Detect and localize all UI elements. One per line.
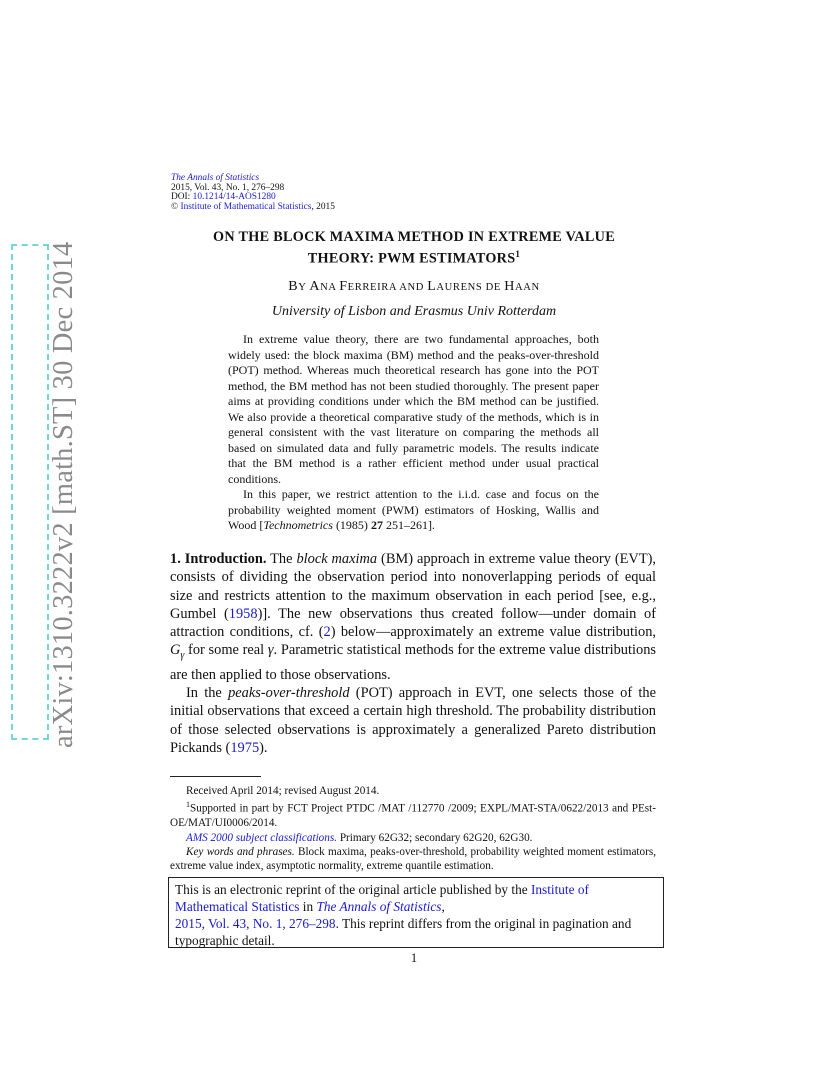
footnote-rule bbox=[170, 776, 261, 777]
author-line: BY ANA FERREIRA AND LAURENS DE HAAN bbox=[288, 279, 540, 294]
footnotes bbox=[170, 784, 656, 874]
journal-volume: 2015, Vol. 43, No. 1, 276–298 bbox=[171, 182, 285, 193]
reprint-journal-link[interactable]: The Annals of Statistics bbox=[316, 899, 442, 914]
body-paragraph: In the peaks-over-threshold (POT) approach in EVT, one selects those of the initial observations that exceed a certain high threshold. The probability distribution of those selected observations is approximately a generalized Pareto distribution Pickands (1975). bbox=[170, 684, 656, 756]
paper-title: ON THE BLOCK MAXIMA METHOD IN EXTREME VALUE THEORY: PWM ESTIMATORS$^1$ bbox=[213, 229, 615, 267]
reprint-citation-link[interactable]: 2015, Vol. 43, No. 1, 276–298 bbox=[175, 916, 336, 931]
doi-link[interactable]: 10.1214/14-AOS1280 bbox=[192, 192, 276, 202]
abstract-paragraph: In extreme value theory, there are two fundamental approaches, both widely used: the block maxima (BM) method and the peaks-over-threshold (POT) method. Whereas much theoretical research has gone into the POT method, the BM method has not been studied thoroughly. The present paper aims at providing conditions under which the BM method can be justified. We also provide a theoretical comparative study of the methods, which is in general consistent with the vast literature on comparing the methods all based on simulated data and fully parametric models. The results indicate that the BM method is a rather efficient method under usual practical conditions. bbox=[228, 332, 599, 486]
title-footnote-mark: 1 bbox=[515, 249, 521, 259]
funding-footnote: $^1$Supported in part by FCT Project PTDC /MAT /112770 /2009; EXPL/MAT-STA/0622/2013 and PEst-OE/MAT/UI0006/2014. bbox=[170, 800, 656, 830]
arxiv-stamp: arXiv:1310.3222v2 [math.ST] 30 Dec 2014 bbox=[48, 241, 79, 748]
citation-link[interactable]: 1958 bbox=[228, 605, 258, 622]
affiliation: University of Lisbon and Erasmus Univ Rotterdam bbox=[271, 304, 557, 319]
introduction-section bbox=[170, 550, 656, 757]
abstract bbox=[228, 332, 599, 534]
journal-copyright: © Institute of Mathematical Statistics, 2015 bbox=[171, 201, 335, 212]
citation-link[interactable]: 1975 bbox=[230, 739, 260, 756]
received-dates: Received April 2014; revised August 2014. bbox=[186, 785, 380, 797]
keywords: Key words and phrases. Block maxima, peaks-over-threshold, probability weighted moment estimators, extreme value index, asymptotic normality, extreme quantile estimation. bbox=[170, 845, 656, 873]
arxiv-stamp-frame bbox=[11, 244, 49, 740]
journal-name-link[interactable]: The Annals of Statistics bbox=[171, 173, 260, 183]
ams-classification-link[interactable]: AMS 2000 subject classifications. bbox=[186, 831, 338, 844]
abstract-paragraph: In this paper, we restrict attention to the i.i.d. case and focus on the probability weighted moment (PWM) estimators of Hosking, Wallis and Wood [Technometrics (1985) 27 251–261]. bbox=[228, 487, 599, 532]
publisher-link[interactable]: Institute of Mathematical Statistics bbox=[180, 201, 312, 212]
reprint-notice: This is an electronic reprint of the original article published by the Institute of Mathematical Statistics in The Annals of Statistics, 2015, Vol. 43, No. 1, 276–298. This reprint differs from the original in pagination and typographic detail. bbox=[168, 877, 664, 948]
journal-header bbox=[171, 174, 335, 212]
equation-link[interactable]: 2 bbox=[323, 624, 331, 641]
copyright-icon: © bbox=[171, 201, 179, 212]
page-number: 1 bbox=[410, 951, 418, 965]
section-heading: 1. Introduction. bbox=[170, 551, 267, 567]
body-paragraph: 1. Introduction. The block maxima (BM) approach in extreme value theory (EVT), consists of dividing the observation period into nonoverlapping periods of equal size and restricts attention to the maximum observation in each period [see, e.g., Gumbel (1958)]. The new observations thus created follow—under domain of attraction conditions, cf. (2) below—approximately an extreme value distribution, $G_\gamma$ for some real γ. Parametric statistical methods for the extreme value distributions are then applied to those observations. bbox=[170, 551, 656, 683]
journal-doi: DOI: 10.1214/14-AOS1280 bbox=[171, 192, 276, 202]
reprint-publisher-link[interactable]: Institute of Mathematical Statistics bbox=[175, 882, 589, 914]
subject-classifications: AMS 2000 subject classifications. Primary 62G32; secondary 62G20, 62G30. bbox=[186, 831, 533, 844]
